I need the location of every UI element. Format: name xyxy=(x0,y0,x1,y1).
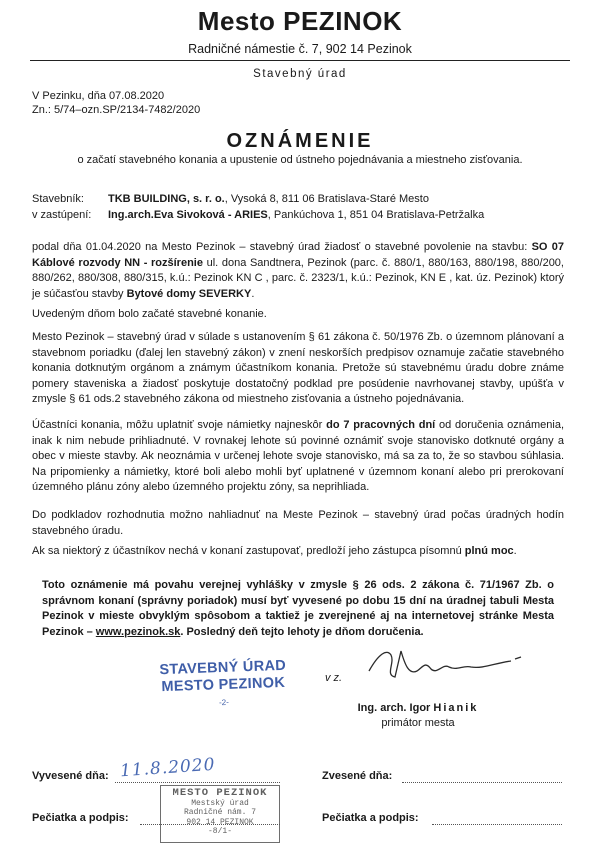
posted-label: Vyvesené dňa: xyxy=(32,770,109,782)
application-intro: podal dňa 01.04.2020 na Mesto Pezinok – stavebný úrad žiadosť o stavebné povolenie na stavbu: xyxy=(32,241,528,253)
builder-name: TKB BUILDING, s. r. o. xyxy=(108,193,225,205)
signatory-role: primátor mesta xyxy=(381,717,455,729)
office-name: Stavebný úrad xyxy=(253,68,347,80)
seal-label-left: Pečiatka a podpis: xyxy=(32,812,129,824)
removed-label: Zvesené dňa: xyxy=(322,770,393,782)
handwritten-signature xyxy=(365,645,535,685)
representative-label: v zastúpení: xyxy=(32,209,92,221)
public-notice-end: . Posledný deň tejto lehoty je dňom doručenia. xyxy=(180,625,424,638)
objections-paragraph xyxy=(32,418,564,496)
stamp-line-1: STAVEBNÝ ÚRAD xyxy=(159,657,287,679)
deadline: do 7 pracovných dní xyxy=(326,419,436,431)
city-title: Mesto PEZINOK xyxy=(197,6,403,36)
reference-number: Zn.: 5/74–ozn.SP/2134-7482/2020 xyxy=(32,104,201,116)
seal-line-right xyxy=(432,824,562,825)
parent-project: Bytové domy SEVERKY xyxy=(126,287,252,300)
objections-text-a: Účastníci konania, môžu uplatniť svoje námietky najneskôr xyxy=(32,419,327,431)
objections-text-b: od doručenia oznámenia, inak k nim nebude prihliadnuté. V rovnakej lehote sú povinné oznámiť svoje stanovisko dotknuté orgány a obec v mieste stavby. Ak neoznámia v určenej lehote svoje stanovisko, má sa za to, že so stavbou súhlasia. Na pripomienky a námietky, ktoré boli alebo mohli byť uplatnené v územnom konaní alebo pri prerokovaní územného plánu zóny alebo územného projektu zóny, sa neprihliada. xyxy=(32,419,565,494)
signatory-title: Ing. arch. Igor xyxy=(357,702,434,714)
signatory-name xyxy=(318,702,518,714)
application-paragraph xyxy=(32,240,564,302)
signature-prefix: v z. xyxy=(325,672,343,684)
public-notice-text: Toto oznámenie má povahu verejnej vyhlášky v zmysle § 26 ods. 2 zákona č. 71/1967 Zb. o správnom konaní (správny poriadok) musí byť vyvesené po dobu 15 dní na úradnej tabuli Mesta Pezinok v mieste obvyklým spôsobom a taktiež je zverejnené aj na internetovej stránke Mesta Pezinok – xyxy=(42,579,554,638)
inspection-paragraph: Do podkladov rozhodnutia možno nahliadnuť na Meste Pezinok – stavebný úrad počas úradných hodín stavebného úradu. xyxy=(32,509,564,537)
registry-stamp-line-4: 902 14 PEZINOK xyxy=(186,817,254,827)
builder-label: Stavebník: xyxy=(32,193,84,205)
poa-bold: plnú moc xyxy=(464,545,514,557)
registry-stamp-line-3: Radničné nám. 7 xyxy=(183,808,256,817)
signatory-surname: Hianik xyxy=(433,702,479,714)
poa-end: . xyxy=(513,545,517,557)
project-details: ul. dona Sandtnera, Pezinok (parc. č. 880/1, 880/163, 880/198, 880/200, 880/262, 880/308, 880/315, k.ú.: Pezinok KN C , parc. č. 2323/1, k.ú.: Pezinok, KN E , kat. úz. Pezinok) ktorý je súčasťou stavby xyxy=(32,256,564,300)
registry-stamp-line-5: -8/1- xyxy=(207,827,232,836)
stamp-line-2: MESTO PEZINOK xyxy=(161,674,286,696)
representative-line xyxy=(32,207,484,223)
website-link[interactable]: www.pezinok.sk xyxy=(95,625,181,638)
registry-stamp-line-2: Mestský úrad xyxy=(191,798,249,808)
notice-title: OZNÁMENIE xyxy=(226,130,374,152)
representative-address: , Pankúchova 1, 851 04 Bratislava-Petržalka xyxy=(267,209,485,221)
representative-name: Ing.arch.Eva Sivoková - ARIES xyxy=(108,209,268,221)
power-of-attorney-paragraph xyxy=(32,544,564,560)
posted-line xyxy=(115,782,280,783)
removed-line xyxy=(402,782,562,783)
place-date: V Pezinku, dňa 07.08.2020 xyxy=(32,90,165,102)
header-divider xyxy=(30,60,570,61)
registry-stamp xyxy=(160,785,280,843)
office-stamp xyxy=(159,658,287,713)
registry-stamp-line-1: MESTO PEZINOK xyxy=(172,787,268,799)
city-address: Radničné námestie č. 7, 902 14 Pezinok xyxy=(188,42,412,56)
builder-address: , Vysoká 8, 811 06 Bratislava-Staré Mesto xyxy=(224,193,429,205)
seal-label-right: Pečiatka a podpis: xyxy=(322,812,419,824)
stamp-number: -2- xyxy=(218,697,229,708)
legal-paragraph: Mesto Pezinok – stavebný úrad v súlade s ustanovením § 61 zákona č. 50/1976 Zb. o územnom plánovaní a stavebnom poriadku (ďalej len stavebný zákon) v znení neskorších predpisov oznamuje začatie stavebného konania dotknutým orgánom a známym účastníkom konania. Pretože sú stavebnému úradu dobre známe pomery staveniska a žiadosť poskytuje dostatočný podklad pre posúdenie navrhovanej stavby, upúšťa v zmysle § 61 ods.2 stavebného zákona od miestneho zisťovania a ústneho pojednávania. xyxy=(32,331,564,406)
period: . xyxy=(251,287,255,300)
notice-subtitle: o začatí stavebného konania a upustenie od ústneho pojednávania a miestneho zisťovania. xyxy=(77,154,523,166)
poa-text: Ak sa niektorý z účastníkov nechá v konaní zastupovať, predloží jeho zástupca písomnú xyxy=(32,545,465,557)
public-notice-paragraph xyxy=(42,578,554,640)
posted-date-handwritten: 11.8.2020 xyxy=(119,754,217,782)
start-paragraph: Uvedeným dňom bolo začaté stavebné konanie. xyxy=(32,308,267,320)
project-name: SO 07 Káblové rozvody NN - rozšírenie xyxy=(32,241,565,269)
builder-line xyxy=(32,191,429,207)
